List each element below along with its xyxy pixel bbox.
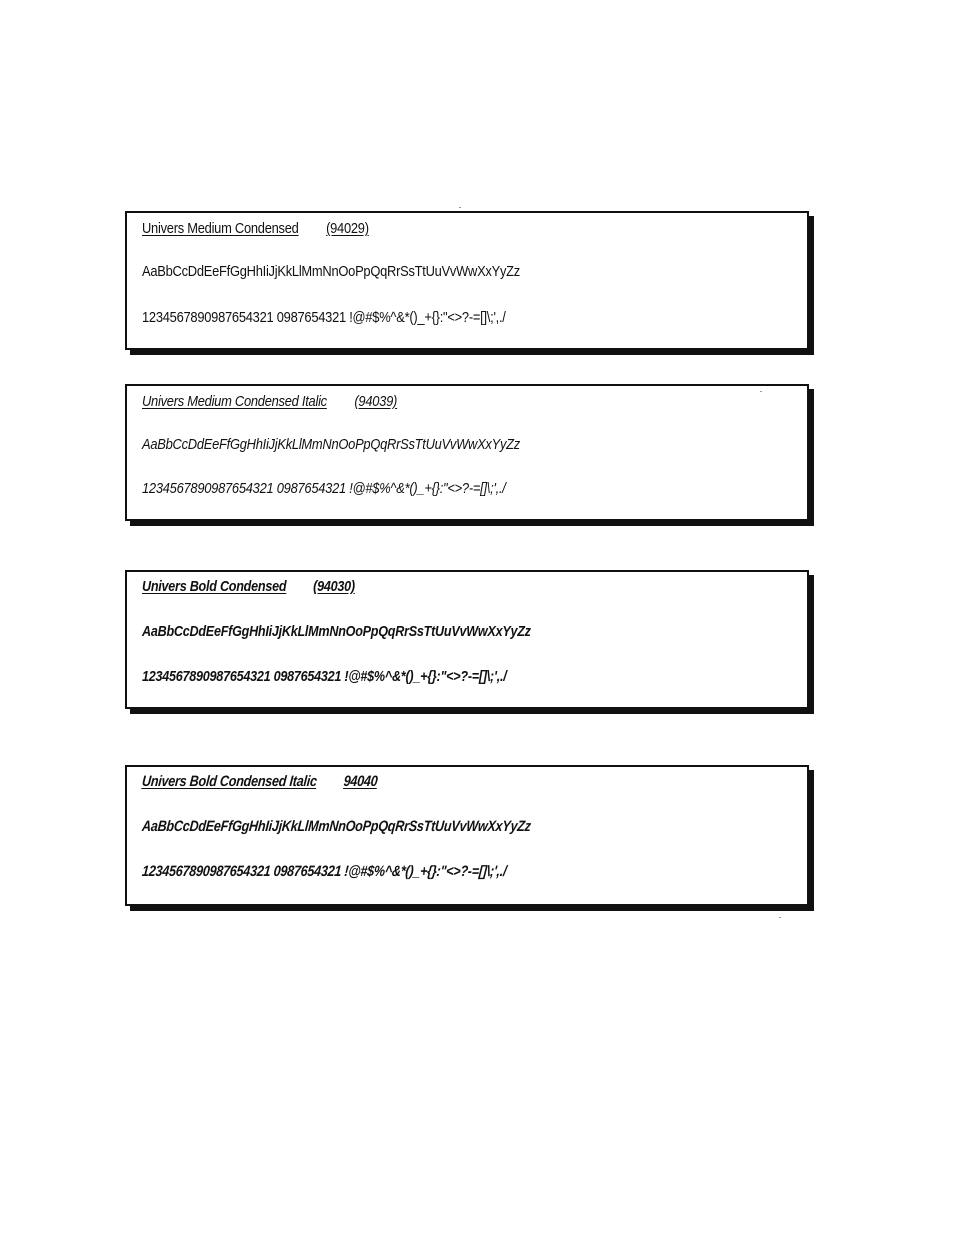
font-sample-box-univers-medium-condensed: [125, 211, 809, 350]
font-code: (94030): [313, 578, 355, 595]
font-code: (94029): [326, 220, 369, 237]
font-sample-box-univers-bold-condensed: [125, 570, 809, 709]
font-code: (94039): [354, 393, 398, 410]
font-name: Univers Bold Condensed: [142, 578, 287, 595]
numeral-symbol-sample: 1234567890987654321 0987654321 !@#$%^&*()_+{}:"<>?-=[]\;',./: [141, 863, 508, 880]
font-code: 94040: [342, 773, 379, 790]
numeral-symbol-sample: 1234567890987654321 0987654321 !@#$%^&*()_+{}:"<>?-=[]\;',./: [142, 668, 507, 685]
scan-speck: [760, 391, 762, 392]
numeral-symbol-sample: 1234567890987654321 0987654321 !@#$%^&*()_+{}:"<>?-=[]\;',./: [142, 309, 506, 326]
alphabet-sample: AaBbCcDdEeFfGgHhIiJjKkLlMmNnOoPpQqRrSsTtUuVvWwXxYyZz: [142, 623, 531, 640]
scan-speck: [459, 207, 461, 208]
font-sample-title: [141, 773, 378, 790]
font-sample-title: [142, 578, 355, 595]
scan-speck: [779, 917, 781, 918]
numeral-symbol-sample: 1234567890987654321 0987654321 !@#$%^&*()_+{}:"<>?-=[]\;',./: [142, 480, 506, 497]
font-sample-box-univers-bold-condensed-italic: [125, 765, 809, 906]
alphabet-sample: AaBbCcDdEeFfGgHhIiJjKkLlMmNnOoPpQqRrSsTtUuVvWwXxYyZz: [141, 818, 532, 835]
alphabet-sample: AaBbCcDdEeFfGgHhIiJjKkLlMmNnOoPpQqRrSsTtUuVvWwXxYyZz: [142, 436, 520, 453]
font-name: Univers Medium Condensed: [142, 220, 299, 237]
font-name: Univers Bold Condensed Italic: [141, 773, 318, 790]
font-sample-title: [142, 220, 369, 237]
font-sample-box-univers-medium-condensed-italic: [125, 384, 809, 521]
font-sample-title: [142, 393, 397, 410]
font-name: Univers Medium Condensed Italic: [142, 393, 327, 410]
alphabet-sample: AaBbCcDdEeFfGgHhIiJjKkLlMmNnOoPpQqRrSsTtUuVvWwXxYyZz: [142, 263, 520, 280]
